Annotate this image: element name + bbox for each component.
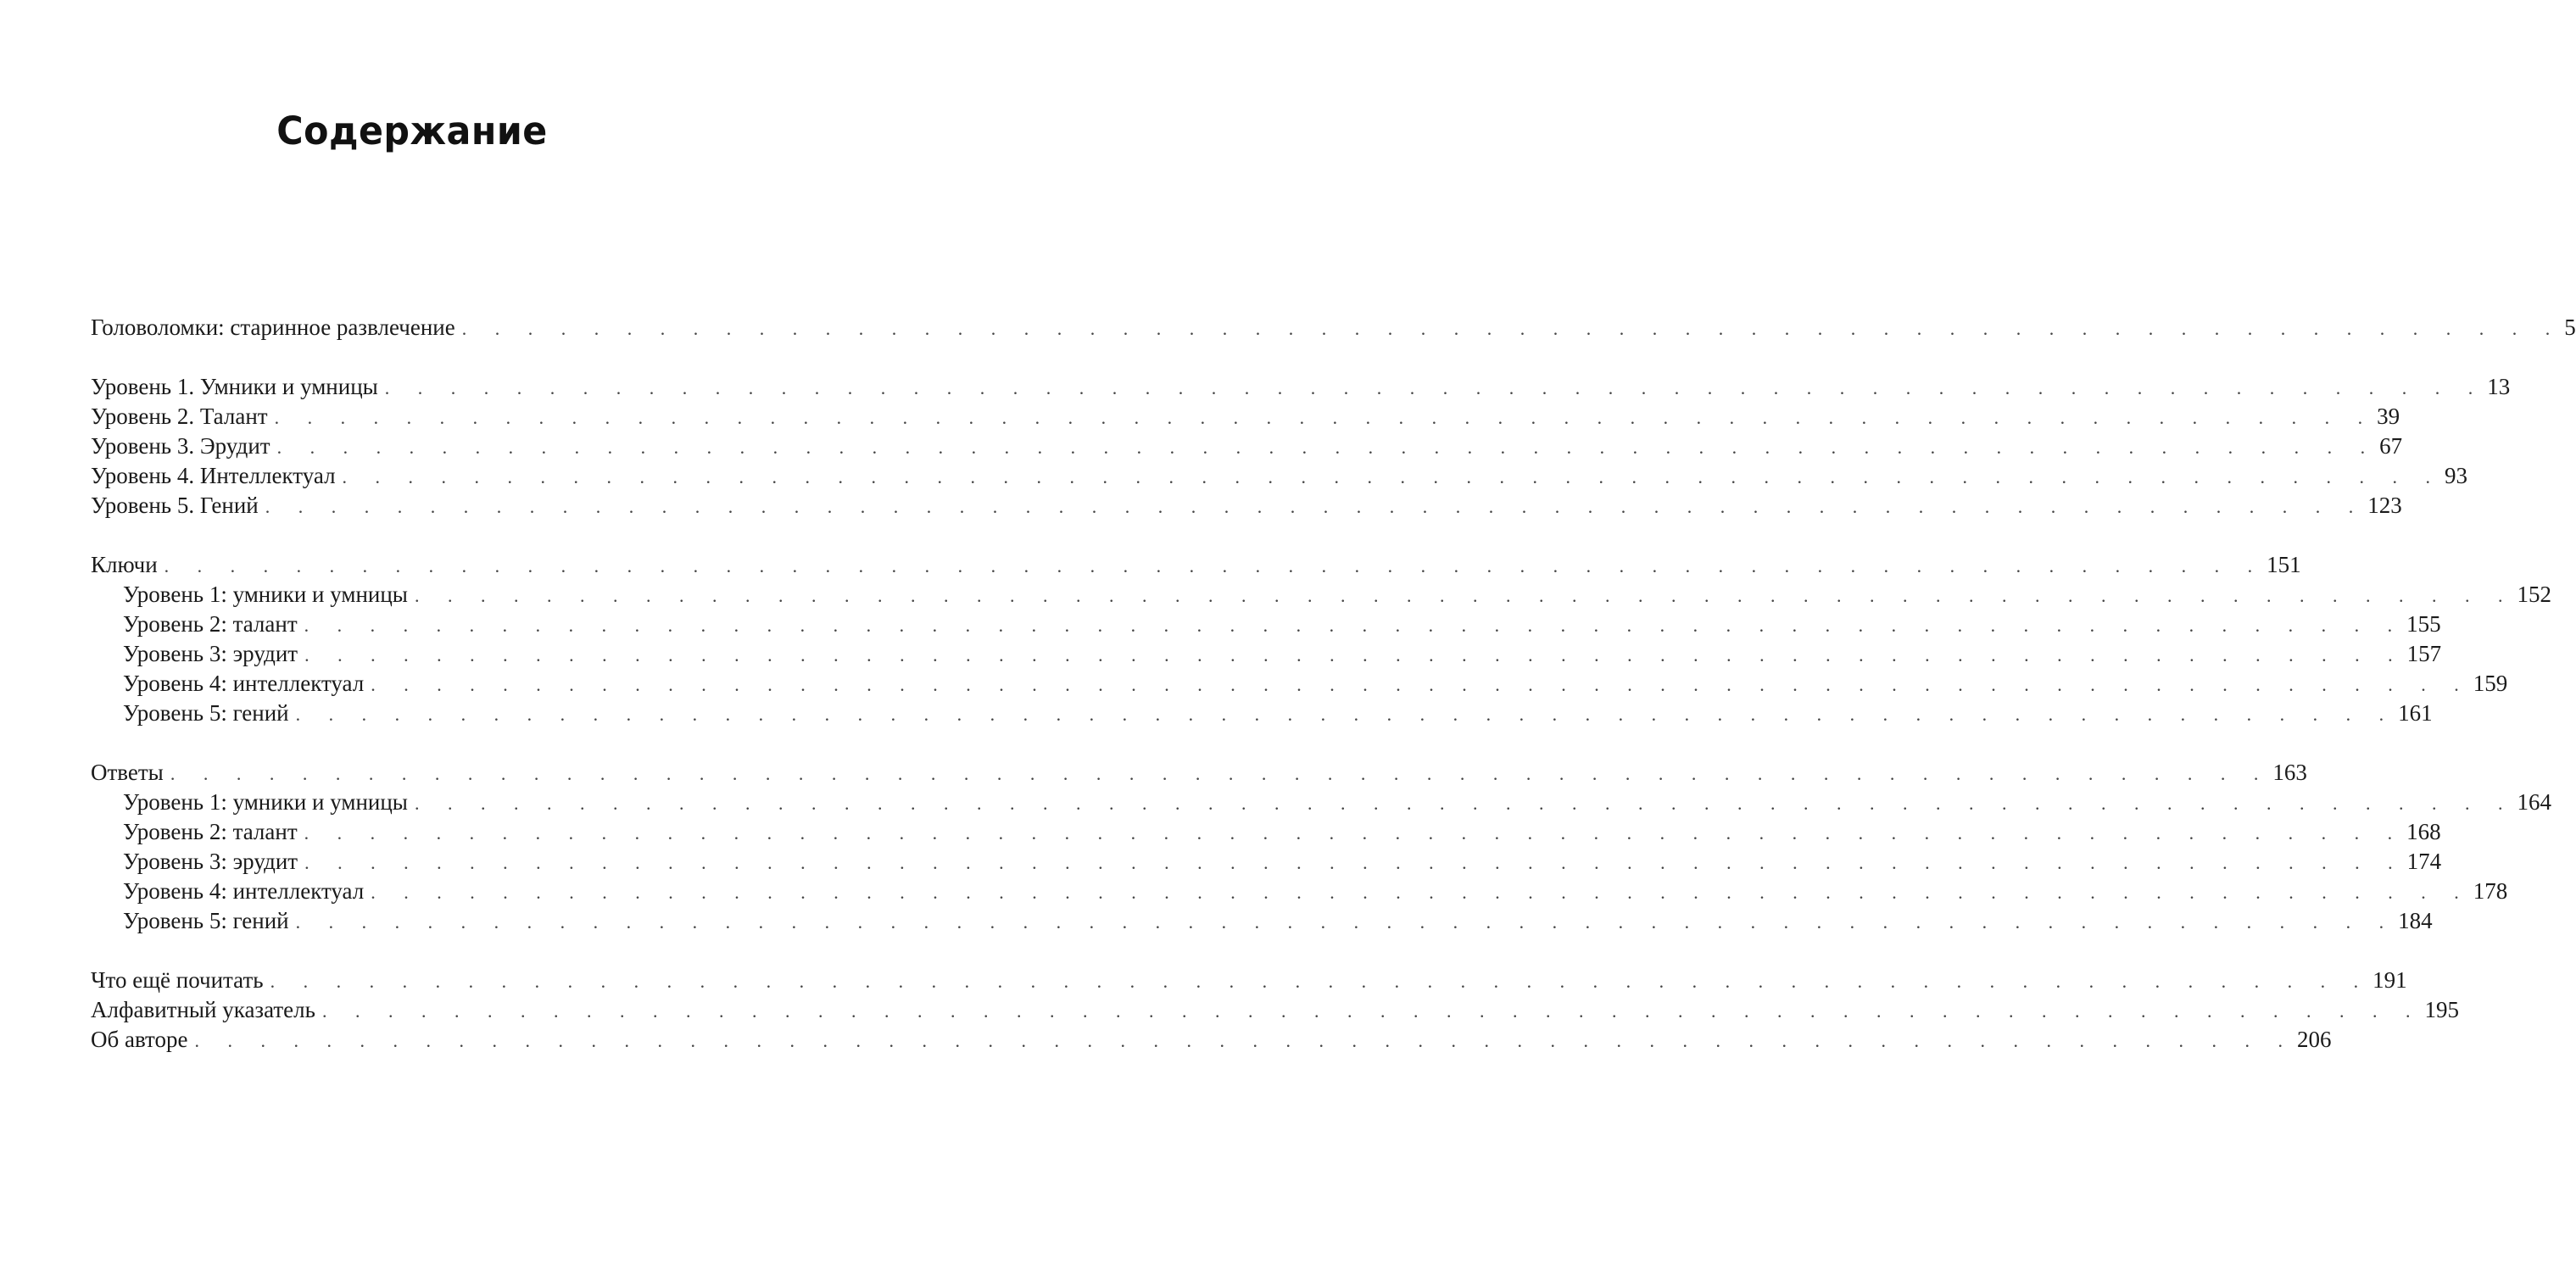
dot-leader: . . . . . . . . . . . . . . . . . . . . . . . . . . . . . . . . . . . . . . . . . . . . . . . . . . . . . . . . . . . . . . . .	[414, 585, 2515, 606]
dot-leader: . . . . . . . . . . . . . . . . . . . . . . . . . . . . . . . . . . . . . . . . . . . . . . . . . . . . . . . . . . . . . . . .	[270, 971, 2371, 992]
table-of-contents	[91, 313, 2576, 1084]
toc-entry-page: 152	[2517, 582, 2551, 607]
toc-entry-label: Уровень 2. Талант	[91, 404, 268, 429]
toc-entry-label: Уровень 1. Умники и умницы	[91, 374, 378, 399]
toc-entry-page: 5	[2564, 315, 2576, 340]
toc-subentry[interactable]	[91, 699, 2433, 728]
toc-entry[interactable]	[91, 550, 2301, 580]
dot-leader: . . . . . . . . . . . . . . . . . . . . . . . . . . . . . . . . . . . . . . . . . . . . . . . . . . . . . . . . . . . . . . . .	[321, 1000, 2423, 1022]
dot-leader: . . . . . . . . . . . . . . . . . . . . . . . . . . . . . . . . . . . . . . . . . . . . . . . . . . . . . . . . . . . . . . . .	[461, 318, 2562, 339]
toc-entry[interactable]	[91, 432, 2403, 461]
dot-leader: . . . . . . . . . . . . . . . . . . . . . . . . . . . . . . . . . . . . . . . . . . . . . . . . . . . . . . . . . . . . . . . .	[342, 466, 2443, 487]
toc-entry-page: 163	[2272, 760, 2307, 785]
toc-entry-label: Уровень 4. Интеллектуал	[91, 463, 336, 488]
toc-entry[interactable]	[91, 461, 2468, 491]
toc-subentry[interactable]	[91, 788, 2551, 817]
toc-entry-page: 161	[2398, 700, 2433, 726]
toc-entry-label: Уровень 2: талант	[123, 819, 298, 844]
dot-leader: . . . . . . . . . . . . . . . . . . . . . . . . . . . . . . . . . . . . . . . . . . . . . . . . . . . . . . . . . . . . . . . .	[371, 882, 2471, 903]
toc-entry-label: Об авторе	[91, 1027, 188, 1052]
toc-entry-page: 206	[2296, 1027, 2332, 1052]
toc-group-keys	[91, 550, 2551, 728]
toc-subentry[interactable]	[91, 847, 2442, 877]
dot-leader: . . . . . . . . . . . . . . . . . . . . . . . . . . . . . . . . . . . . . . . . . . . . . . . . . . . . . . . . . . . . . . . .	[304, 644, 2405, 665]
toc-entry[interactable]	[91, 758, 2307, 788]
toc-entry-label: Уровень 5: гений	[123, 908, 289, 933]
toc-entry[interactable]	[91, 402, 2400, 432]
toc-entry-page: 191	[2372, 967, 2407, 993]
dot-leader: . . . . . . . . . . . . . . . . . . . . . . . . . . . . . . . . . . . . . . . . . . . . . . . . . . . . . . . . . . . . . . . .	[371, 674, 2471, 695]
toc-entry-label: Что ещё почитать	[91, 967, 264, 993]
dot-leader: . . . . . . . . . . . . . . . . . . . . . . . . . . . . . . . . . . . . . . . . . . . . . . . . . . . . . . . . . . . . . . . .	[276, 437, 2378, 458]
toc-entry-page: 168	[2406, 819, 2441, 844]
toc-entry-page: 174	[2406, 849, 2442, 874]
toc-subentry[interactable]	[91, 669, 2508, 699]
toc-entry-page: 13	[2487, 374, 2511, 399]
toc-entry-page: 157	[2406, 641, 2442, 666]
dot-leader: . . . . . . . . . . . . . . . . . . . . . . . . . . . . . . . . . . . . . . . . . . . . . . . . . . . . . . . . . . . . . . . .	[304, 822, 2405, 844]
toc-entry-page: 184	[2398, 908, 2433, 933]
toc-entry-page: 39	[2377, 404, 2400, 429]
toc-entry-label: Ответы	[91, 760, 164, 785]
toc-group-back	[91, 966, 2459, 1055]
toc-entry-label: Уровень 3: эрудит	[123, 641, 298, 666]
toc-subentry[interactable]	[91, 610, 2441, 639]
dot-leader: . . . . . . . . . . . . . . . . . . . . . . . . . . . . . . . . . . . . . . . . . . . . . . . . . . . . . . . . . . . . . . . .	[164, 555, 2265, 576]
toc-entry-label: Уровень 3: эрудит	[123, 849, 298, 874]
toc-entry-page: 195	[2424, 997, 2459, 1022]
toc-group-levels	[91, 372, 2511, 521]
toc-entry-page: 151	[2267, 552, 2301, 577]
toc-entry-label: Уровень 1: умники и умницы	[123, 789, 408, 815]
toc-subentry[interactable]	[91, 580, 2551, 610]
toc-group-intro	[91, 313, 2576, 342]
toc-entry-page: 159	[2473, 671, 2508, 696]
dot-leader: . . . . . . . . . . . . . . . . . . . . . . . . . . . . . . . . . . . . . . . . . . . . . . . . . . . . . . . . . . . . . . . .	[384, 377, 2485, 398]
toc-subentry[interactable]	[91, 906, 2433, 936]
toc-entry[interactable]	[91, 1025, 2332, 1055]
toc-entry-label: Уровень 3. Эрудит	[91, 433, 270, 459]
toc-entry-label: Уровень 4: интеллектуал	[123, 878, 365, 904]
dot-leader: . . . . . . . . . . . . . . . . . . . . . . . . . . . . . . . . . . . . . . . . . . . . . . . . . . . . . . . . . . . . . . . .	[304, 615, 2405, 636]
dot-leader: . . . . . . . . . . . . . . . . . . . . . . . . . . . . . . . . . . . . . . . . . . . . . . . . . . . . . . . . . . . . . . . .	[414, 793, 2515, 814]
dot-leader: . . . . . . . . . . . . . . . . . . . . . . . . . . . . . . . . . . . . . . . . . . . . . . . . . . . . . . . . . . . . . . . .	[274, 407, 2375, 428]
toc-entry-page: 123	[2367, 493, 2402, 518]
toc-entry-label: Уровень 5: гений	[123, 700, 289, 726]
toc-subentry[interactable]	[91, 639, 2442, 669]
toc-entry-page: 155	[2406, 611, 2441, 637]
dot-leader: . . . . . . . . . . . . . . . . . . . . . . . . . . . . . . . . . . . . . . . . . . . . . . . . . . . . . . . . . . . . . . . .	[304, 852, 2405, 873]
toc-entry-label: Уровень 5. Гений	[91, 493, 259, 518]
toc-entry-page: 164	[2517, 789, 2551, 815]
dot-leader: . . . . . . . . . . . . . . . . . . . . . . . . . . . . . . . . . . . . . . . . . . . . . . . . . . . . . . . . . . . . . . . .	[170, 763, 2271, 784]
toc-entry-page: 67	[2379, 433, 2403, 459]
toc-entry-label: Головоломки: старинное развлечение	[91, 315, 455, 340]
toc-entry-page: 93	[2445, 463, 2468, 488]
dot-leader: . . . . . . . . . . . . . . . . . . . . . . . . . . . . . . . . . . . . . . . . . . . . . . . . . . . . . . . . . . . . . . . .	[295, 911, 2396, 933]
toc-subentry[interactable]	[91, 817, 2441, 847]
toc-entry[interactable]	[91, 966, 2407, 995]
toc-entry[interactable]	[91, 372, 2511, 402]
dot-leader: . . . . . . . . . . . . . . . . . . . . . . . . . . . . . . . . . . . . . . . . . . . . . . . . . . . . . . . . . . . . . . . .	[295, 704, 2396, 725]
toc-entry-label: Ключи	[91, 552, 158, 577]
toc-entry-label: Уровень 2: талант	[123, 611, 298, 637]
toc-entry-page: 178	[2473, 878, 2508, 904]
toc-group-answers	[91, 758, 2551, 936]
toc-entry[interactable]	[91, 313, 2576, 342]
toc-entry-label: Уровень 4: интеллектуал	[123, 671, 365, 696]
toc-entry-label: Алфавитный указатель	[91, 997, 315, 1022]
toc-entry[interactable]	[91, 995, 2459, 1025]
toc-subentry[interactable]	[91, 877, 2508, 906]
toc-entry-label: Уровень 1: умники и умницы	[123, 582, 408, 607]
toc-entry[interactable]	[91, 491, 2402, 521]
dot-leader: . . . . . . . . . . . . . . . . . . . . . . . . . . . . . . . . . . . . . . . . . . . . . . . . . . . . . . . . . . . . . . . .	[194, 1030, 2294, 1051]
dot-leader: . . . . . . . . . . . . . . . . . . . . . . . . . . . . . . . . . . . . . . . . . . . . . . . . . . . . . . . . . . . . . . . .	[265, 496, 2366, 517]
page-title: Содержание	[276, 109, 548, 153]
